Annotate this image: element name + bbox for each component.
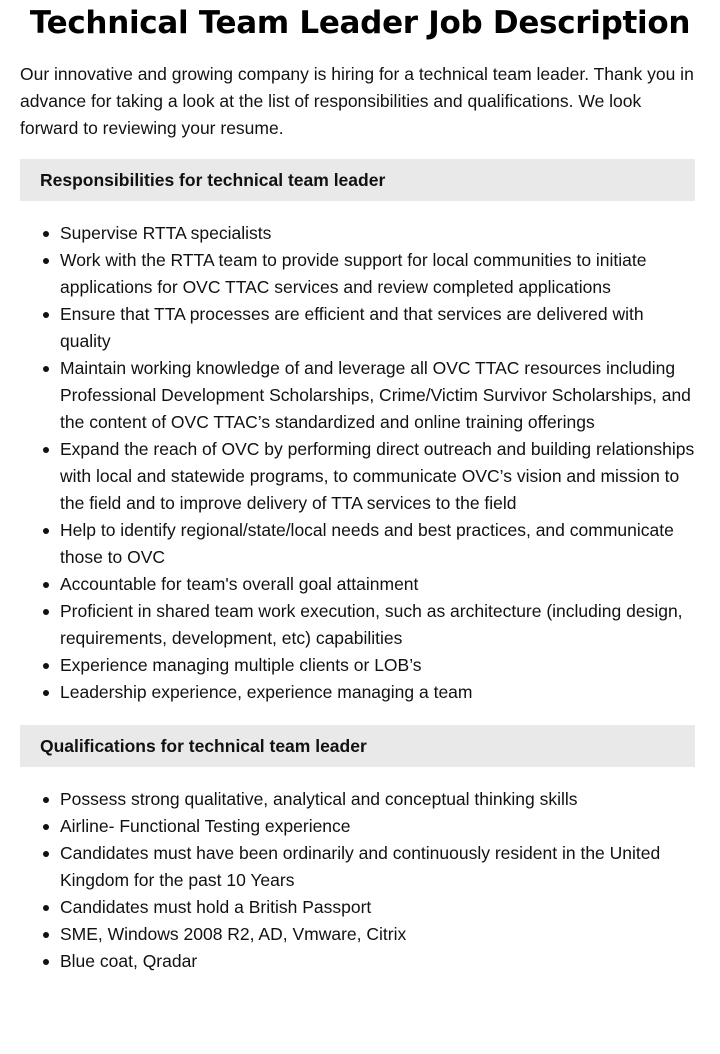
list-item: SME, Windows 2008 R2, AD, Vmware, Citrix <box>60 921 695 948</box>
responsibilities-heading: Responsibilities for technical team leader <box>20 159 695 201</box>
list-item: Help to identify regional/state/local needs and best practices, and communicate those to OVC <box>60 517 695 571</box>
list-item: Blue coat, Qradar <box>60 948 695 975</box>
list-item: Accountable for team's overall goal attainment <box>60 571 695 598</box>
list-item: Maintain working knowledge of and leverage all OVC TTAC resources including Professional Development Scholarships, Crime/Victim Survivor Scholarships, and the content of OVC TTAC’s standardized and online training offerings <box>60 355 695 436</box>
responsibilities-list <box>20 220 695 706</box>
list-item: Possess strong qualitative, analytical and conceptual thinking skills <box>60 786 695 813</box>
list-item: Airline- Functional Testing experience <box>60 813 695 840</box>
list-item: Candidates must have been ordinarily and continuously resident in the United Kingdom for the past 10 Years <box>60 840 695 894</box>
list-item: Ensure that TTA processes are efficient and that services are delivered with quality <box>60 301 695 355</box>
intro-paragraph: Our innovative and growing company is hiring for a technical team leader. Thank you in advance for taking a look at the list of responsibilities and qualifications. We look forward to reviewing your resume. <box>20 64 694 138</box>
qualifications-list <box>20 786 695 975</box>
list-item: Supervise RTTA specialists <box>60 220 695 247</box>
page-title: Technical Team Leader Job Description <box>29 5 691 41</box>
list-item: Work with the RTTA team to provide support for local communities to initiate applications for OVC TTAC services and review completed applications <box>60 247 695 301</box>
list-item: Proficient in shared team work execution, such as architecture (including design, requirements, development, etc) capabilities <box>60 598 695 652</box>
qualifications-heading: Qualifications for technical team leader <box>20 725 695 767</box>
list-item: Candidates must hold a British Passport <box>60 894 695 921</box>
list-item: Experience managing multiple clients or LOB’s <box>60 652 695 679</box>
list-item: Expand the reach of OVC by performing direct outreach and building relationships with local and statewide programs, to communicate OVC’s vision and mission to the field and to improve delivery of TTA services to the field <box>60 436 695 517</box>
list-item: Leadership experience, experience managing a team <box>60 679 695 706</box>
